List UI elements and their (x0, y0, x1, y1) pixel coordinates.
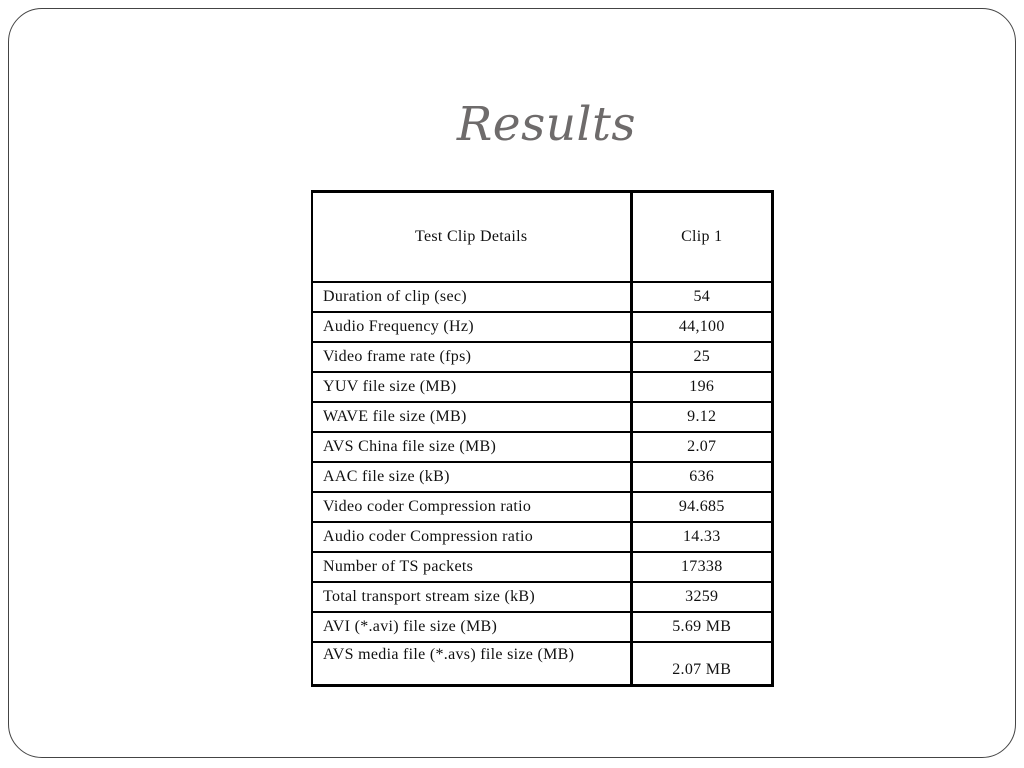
row-value: 2.07 MB (672, 661, 732, 678)
table-row (313, 642, 771, 684)
row-label: Total transport stream size (kB) (313, 582, 631, 612)
slide-frame (8, 8, 1016, 758)
header-test-clip-details: Test Clip Details (313, 193, 631, 282)
row-value: 44,100 (631, 312, 771, 342)
row-label: AVS China file size (MB) (313, 432, 631, 462)
row-value: 17338 (631, 552, 771, 582)
results-table-frame (311, 190, 774, 687)
table-row (313, 372, 771, 402)
table-row (313, 432, 771, 462)
row-label: Audio Frequency (Hz) (313, 312, 631, 342)
row-label: Duration of clip (sec) (313, 282, 631, 312)
row-value: 2.07 (631, 432, 771, 462)
row-value: 54 (631, 282, 771, 312)
row-label: Video coder Compression ratio (313, 492, 631, 522)
row-value: 5.69 MB (631, 612, 771, 642)
row-label: AVS media file (*.avs) file size (MB) (313, 642, 631, 684)
row-value: 25 (631, 342, 771, 372)
table-row (313, 522, 771, 552)
row-label: Audio coder Compression ratio (313, 522, 631, 552)
row-value: 196 (631, 372, 771, 402)
table-row (313, 402, 771, 432)
table-row (313, 342, 771, 372)
slide-title: Results (456, 97, 637, 152)
row-label: AVI (*.avi) file size (MB) (313, 612, 631, 642)
table-row (313, 462, 771, 492)
row-label: AAC file size (kB) (313, 462, 631, 492)
table-row (313, 582, 771, 612)
table-row (313, 282, 771, 312)
row-value: 9.12 (631, 402, 771, 432)
table-header-row (313, 193, 771, 282)
row-label: WAVE file size (MB) (313, 402, 631, 432)
row-value: 94.685 (631, 492, 771, 522)
row-label: Video frame rate (fps) (313, 342, 631, 372)
table-row (313, 552, 771, 582)
row-label: Number of TS packets (313, 552, 631, 582)
row-value: 636 (631, 462, 771, 492)
header-clip-1: Clip 1 (631, 193, 771, 282)
results-table (313, 193, 771, 684)
row-label: YUV file size (MB) (313, 372, 631, 402)
row-value: 3259 (631, 582, 771, 612)
table-row (313, 492, 771, 522)
table-row (313, 312, 771, 342)
table-row (313, 612, 771, 642)
row-value: 14.33 (631, 522, 771, 552)
